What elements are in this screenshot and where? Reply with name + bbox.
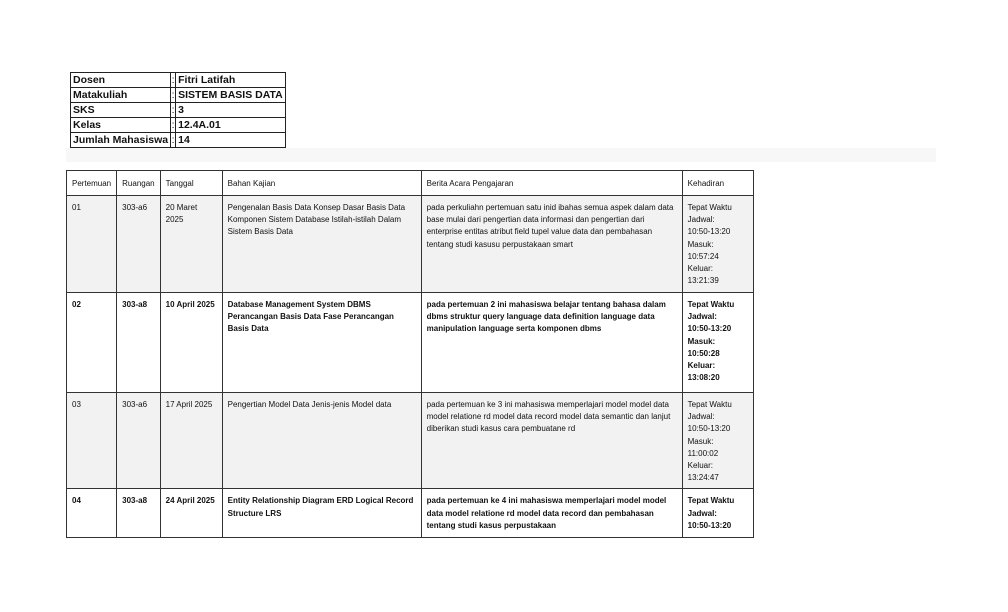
cell-bahan-kajian: Pengenalan Basis Data Konsep Dasar Basis Data Komponen Sistem Database Istilah-istilah Dalam Sistem Basis Data	[222, 196, 421, 293]
cell-tanggal: 24 April 2025	[160, 489, 222, 538]
info-row	[71, 88, 286, 103]
kehadiran-line: 11:00:02	[687, 448, 719, 458]
header-bahan-kajian: Bahan Kajian	[222, 171, 421, 196]
cell-berita-acara: pada pertemuan ke 4 ini mahasiswa memperlajari model model data model relatione rd model data record dan pembahasan tentang studi kasus perpustakaan	[421, 489, 682, 538]
cell-pertemuan: 03	[67, 393, 117, 489]
kehadiran-line: Jadwal:	[687, 412, 715, 422]
kehadiran-line: 13:21:39	[687, 276, 719, 286]
course-info-table	[70, 72, 286, 148]
info-value: 14	[176, 133, 286, 148]
info-label: SKS	[71, 103, 171, 118]
info-value: Fitri Latifah	[176, 73, 286, 88]
kehadiran-line: Tepat Waktu	[687, 300, 735, 309]
kehadiran-line: Tepat Waktu	[687, 203, 732, 212]
info-label: Jumlah Mahasiswa	[71, 133, 171, 148]
info-row	[71, 118, 286, 133]
kehadiran-line: Tepat Waktu	[687, 496, 735, 506]
cell-bahan-kajian: Database Management System DBMS Perancangan Basis Data Fase Perancangan Basis Data	[222, 293, 421, 393]
table-row	[67, 196, 754, 293]
kehadiran-line: Keluar:	[687, 461, 713, 471]
cell-berita-acara: pada perkuliahn pertemuan satu inid ibahas semua aspek dalam data base mulai dari pengertian data informasi dan pengertian dari enterprise entitas atribut field tupel value data dan pembahasan tentang studi kasusu perpustakaan smart	[421, 196, 682, 293]
kehadiran-line: 10:50:28	[687, 348, 720, 358]
table-row	[67, 489, 754, 538]
info-label: Dosen	[71, 73, 171, 88]
cell-ruangan: 303-a8	[117, 293, 160, 393]
kehadiran-line: Masuk:	[687, 336, 716, 346]
table-row	[67, 393, 754, 489]
info-value: 12.4A.01	[176, 118, 286, 133]
kehadiran-line: Masuk:	[687, 436, 714, 446]
cell-berita-acara: pada pertemuan 2 ini mahasiswa belajar tentang bahasa dalam dbms struktur query language data definition language data manipulation language serta komponen dbms	[421, 293, 682, 393]
info-value: SISTEM BASIS DATA	[176, 88, 286, 103]
cell-kehadiran	[682, 393, 753, 489]
table-header-row	[67, 171, 754, 196]
cell-berita-acara: pada pertemuan ke 3 ini mahasiswa memperlajari model model data model relatione rd model data record model data semantic dan lanjut diberikan studi kasus cara pembuatane rd	[421, 393, 682, 489]
info-row	[71, 73, 286, 88]
kehadiran-line: Jadwal:	[687, 312, 717, 322]
info-label: Matakuliah	[71, 88, 171, 103]
info-label: Kelas	[71, 118, 171, 133]
header-pertemuan: Pertemuan	[67, 171, 117, 196]
cell-ruangan: 303-a6	[117, 393, 160, 489]
info-separator: :	[171, 89, 175, 101]
kehadiran-line: 10:50-13:20	[687, 520, 732, 530]
kehadiran-line: 13:24:47	[687, 473, 719, 483]
cell-pertemuan: 01	[67, 196, 117, 293]
kehadiran-line: Tepat Waktu	[687, 400, 732, 409]
cell-tanggal: 17 April 2025	[160, 393, 222, 489]
kehadiran-line: 13:08:20	[687, 373, 720, 383]
cell-kehadiran	[682, 293, 753, 393]
info-value: 3	[176, 103, 286, 118]
kehadiran-line: Jadwal:	[687, 508, 717, 518]
kehadiran-line: 10:50-13:20	[687, 324, 732, 334]
kehadiran-line: 10:57:24	[687, 251, 719, 261]
kehadiran-line: Masuk:	[687, 239, 714, 249]
cell-ruangan: 303-a6	[117, 196, 160, 293]
info-separator: :	[171, 134, 175, 146]
header-ruangan: Ruangan	[117, 171, 160, 196]
separator-band	[66, 148, 936, 162]
cell-kehadiran	[682, 489, 753, 538]
info-separator: :	[171, 119, 175, 131]
header-tanggal: Tanggal	[160, 171, 222, 196]
cell-tanggal: 20 Maret 2025	[160, 196, 222, 293]
kehadiran-line: Keluar:	[687, 264, 713, 274]
header-berita-acara: Berita Acara Pengajaran	[421, 171, 682, 196]
kehadiran-line: 10:50-13:20	[687, 227, 731, 237]
kehadiran-line: 10:50-13:20	[687, 424, 731, 434]
cell-ruangan: 303-a8	[117, 489, 160, 538]
kehadiran-line: Jadwal:	[687, 215, 715, 225]
table-row	[67, 293, 754, 393]
info-separator: :	[171, 104, 175, 116]
cell-tanggal: 10 April 2025	[160, 293, 222, 393]
info-row	[71, 133, 286, 148]
info-separator: :	[171, 74, 175, 86]
cell-bahan-kajian: Entity Relationship Diagram ERD Logical Record Structure LRS	[222, 489, 421, 538]
cell-pertemuan: 04	[67, 489, 117, 538]
info-row	[71, 103, 286, 118]
kehadiran-line: Keluar:	[687, 361, 716, 371]
cell-kehadiran	[682, 196, 753, 293]
cell-bahan-kajian: Pengertian Model Data Jenis-jenis Model data	[222, 393, 421, 489]
header-kehadiran: Kehadiran	[682, 171, 753, 196]
cell-pertemuan: 02	[67, 293, 117, 393]
attendance-table	[66, 170, 754, 538]
